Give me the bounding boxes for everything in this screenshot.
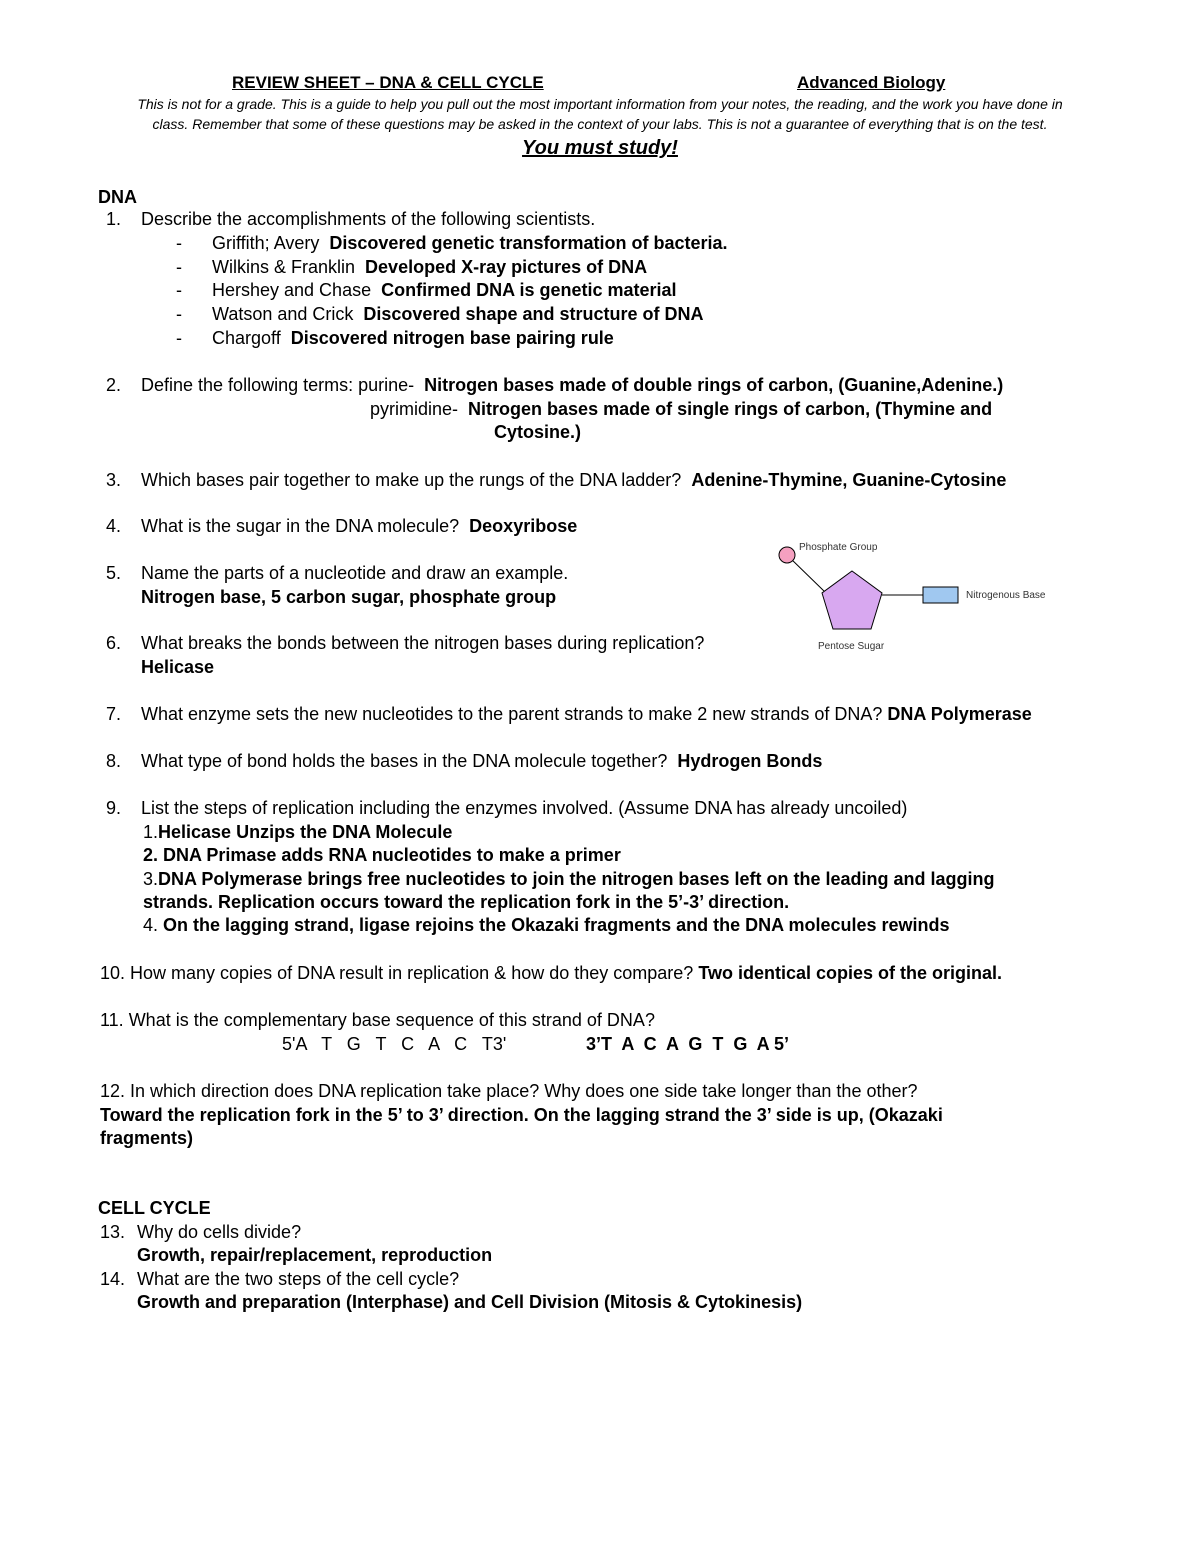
question-2: Define the following terms: purine- Nitrogen bases made of double rings of carbon, (Guanine,Adenine.): [141, 375, 1004, 395]
complementary-sequence-answer: 3’T A C A G T G A 5’: [586, 1034, 790, 1054]
replication-step-4: 4. On the lagging strand, ligase rejoins the Okazaki fragments and the DNA molecules rewinds: [143, 915, 950, 935]
question-number: 6.: [106, 633, 122, 653]
page-title: REVIEW SHEET – DNA & CELL CYCLE: [232, 73, 544, 92]
scientist-row: -: [176, 257, 182, 277]
question-12: 12. In which direction does DNA replication take place? Why does one side take longer than the other?: [100, 1081, 918, 1101]
question-number: 2.: [106, 375, 122, 395]
phosphate-bond: [788, 556, 826, 593]
question-8: What type of bond holds the bases in the DNA molecule together? Hydrogen Bonds: [141, 751, 823, 771]
question-13-answer: Growth, repair/replacement, reproduction: [137, 1245, 493, 1265]
course-name: Advanced Biology: [797, 73, 946, 92]
dna-sequence: 5'A T G T C A C T3': [282, 1034, 507, 1054]
scientist-row: Hershey and Chase Confirmed DNA is genetic material: [212, 280, 677, 300]
question-11: 11. What is the complementary base sequence of this strand of DNA?: [100, 1010, 655, 1030]
phosphate-group-label: Phosphate Group: [799, 542, 878, 553]
section-heading-cell-cycle: CELL CYCLE: [98, 1198, 211, 1218]
scientist-row: -: [176, 233, 182, 253]
question-number: 4.: [106, 516, 122, 536]
question-12-answer: Toward the replication fork in the 5’ to 3’ direction. On the lagging strand the 3’ side is up, (Okazaki: [100, 1105, 943, 1125]
question-13: Why do cells divide?: [137, 1222, 302, 1242]
replication-step-1: 1.Helicase Unzips the DNA Molecule: [143, 822, 453, 842]
scientist-row: -: [176, 328, 182, 348]
section-heading-dna: DNA: [98, 187, 137, 207]
question-5: Name the parts of a nucleotide and draw an example.: [141, 563, 569, 583]
scientist-row: Griffith; Avery Discovered genetic transformation of bacteria.: [212, 233, 728, 253]
question-14: What are the two steps of the cell cycle?: [137, 1269, 460, 1289]
question-number: 7.: [106, 704, 122, 724]
scientist-row: -: [176, 304, 182, 324]
replication-step-2: 2. DNA Primase adds RNA nucleotides to make a primer: [143, 845, 621, 865]
scientist-row: Watson and Crick Discovered shape and structure of DNA: [212, 304, 704, 324]
question-1-text: Describe the accomplishments of the following scientists.: [141, 209, 596, 229]
question-3: Which bases pair together to make up the rungs of the DNA ladder? Adenine-Thymine, Guanine-Cytosine: [141, 470, 1007, 490]
nitrogenous-base-label: Nitrogenous Base: [966, 590, 1046, 601]
question-number: 5.: [106, 563, 122, 583]
question-6: What breaks the bonds between the nitrogen bases during replication?: [141, 633, 705, 653]
replication-step-3: 3.DNA Polymerase brings free nucleotides to join the nitrogen bases left on the leading and lagging: [143, 869, 995, 889]
question-12-answer-cont: fragments): [100, 1128, 194, 1148]
question-5-answer: Nitrogen base, 5 carbon sugar, phosphate group: [141, 587, 557, 607]
disclaimer-line-1: This is not for a grade. This is a guide to help you pull out the most important information from your notes, the reading, and the work you have done in: [137, 96, 1063, 112]
nucleotide-diagram: [770, 536, 1070, 656]
question-number: 13.: [100, 1222, 126, 1242]
question-14-answer: Growth and preparation (Interphase) and Cell Division (Mitosis & Cytokinesis): [137, 1292, 803, 1312]
question-10: 10. How many copies of DNA result in replication & how do they compare? Two identical copies of the original.: [100, 963, 1003, 983]
question-number: 1.: [106, 209, 122, 229]
nitrogenous-base-shape: [923, 587, 958, 603]
pyrimidine-definition: pyrimidine- Nitrogen bases made of single rings of carbon, (Thymine and: [370, 399, 993, 419]
question-number: 14.: [100, 1269, 126, 1289]
pentose-sugar-shape: [822, 571, 882, 629]
question-7: What enzyme sets the new nucleotides to the parent strands to make 2 new strands of DNA? DNA Polymerase: [141, 704, 1032, 724]
phosphate-group-shape: [779, 547, 795, 563]
question-6-answer: Helicase: [141, 657, 215, 677]
question-1: [106, 208, 121, 230]
scientist-row: Wilkins & Franklin Developed X-ray pictures of DNA: [212, 257, 648, 277]
question-9: List the steps of replication including the enzymes involved. (Assume DNA has already uncoiled): [141, 798, 908, 818]
question-number: 3.: [106, 470, 122, 490]
disclaimer-line-2: class. Remember that some of these questions may be asked in the context of your labs. This is not a guarantee of everything that is on the test.: [152, 116, 1048, 132]
question-number: 8.: [106, 751, 122, 771]
question-number: 9.: [106, 798, 122, 818]
pentose-sugar-label: Pentose Sugar: [818, 641, 885, 652]
pyrimidine-definition-cont: Cytosine.): [494, 422, 582, 442]
scientist-row: -: [176, 280, 182, 300]
scientist-row: Chargoff Discovered nitrogen base pairing rule: [212, 328, 614, 348]
question-4: What is the sugar in the DNA molecule? Deoxyribose: [141, 516, 578, 536]
replication-step-3-cont: strands. Replication occurs toward the replication fork in the 5’-3’ direction.: [143, 892, 790, 912]
must-study-heading: You must study!: [522, 137, 678, 159]
